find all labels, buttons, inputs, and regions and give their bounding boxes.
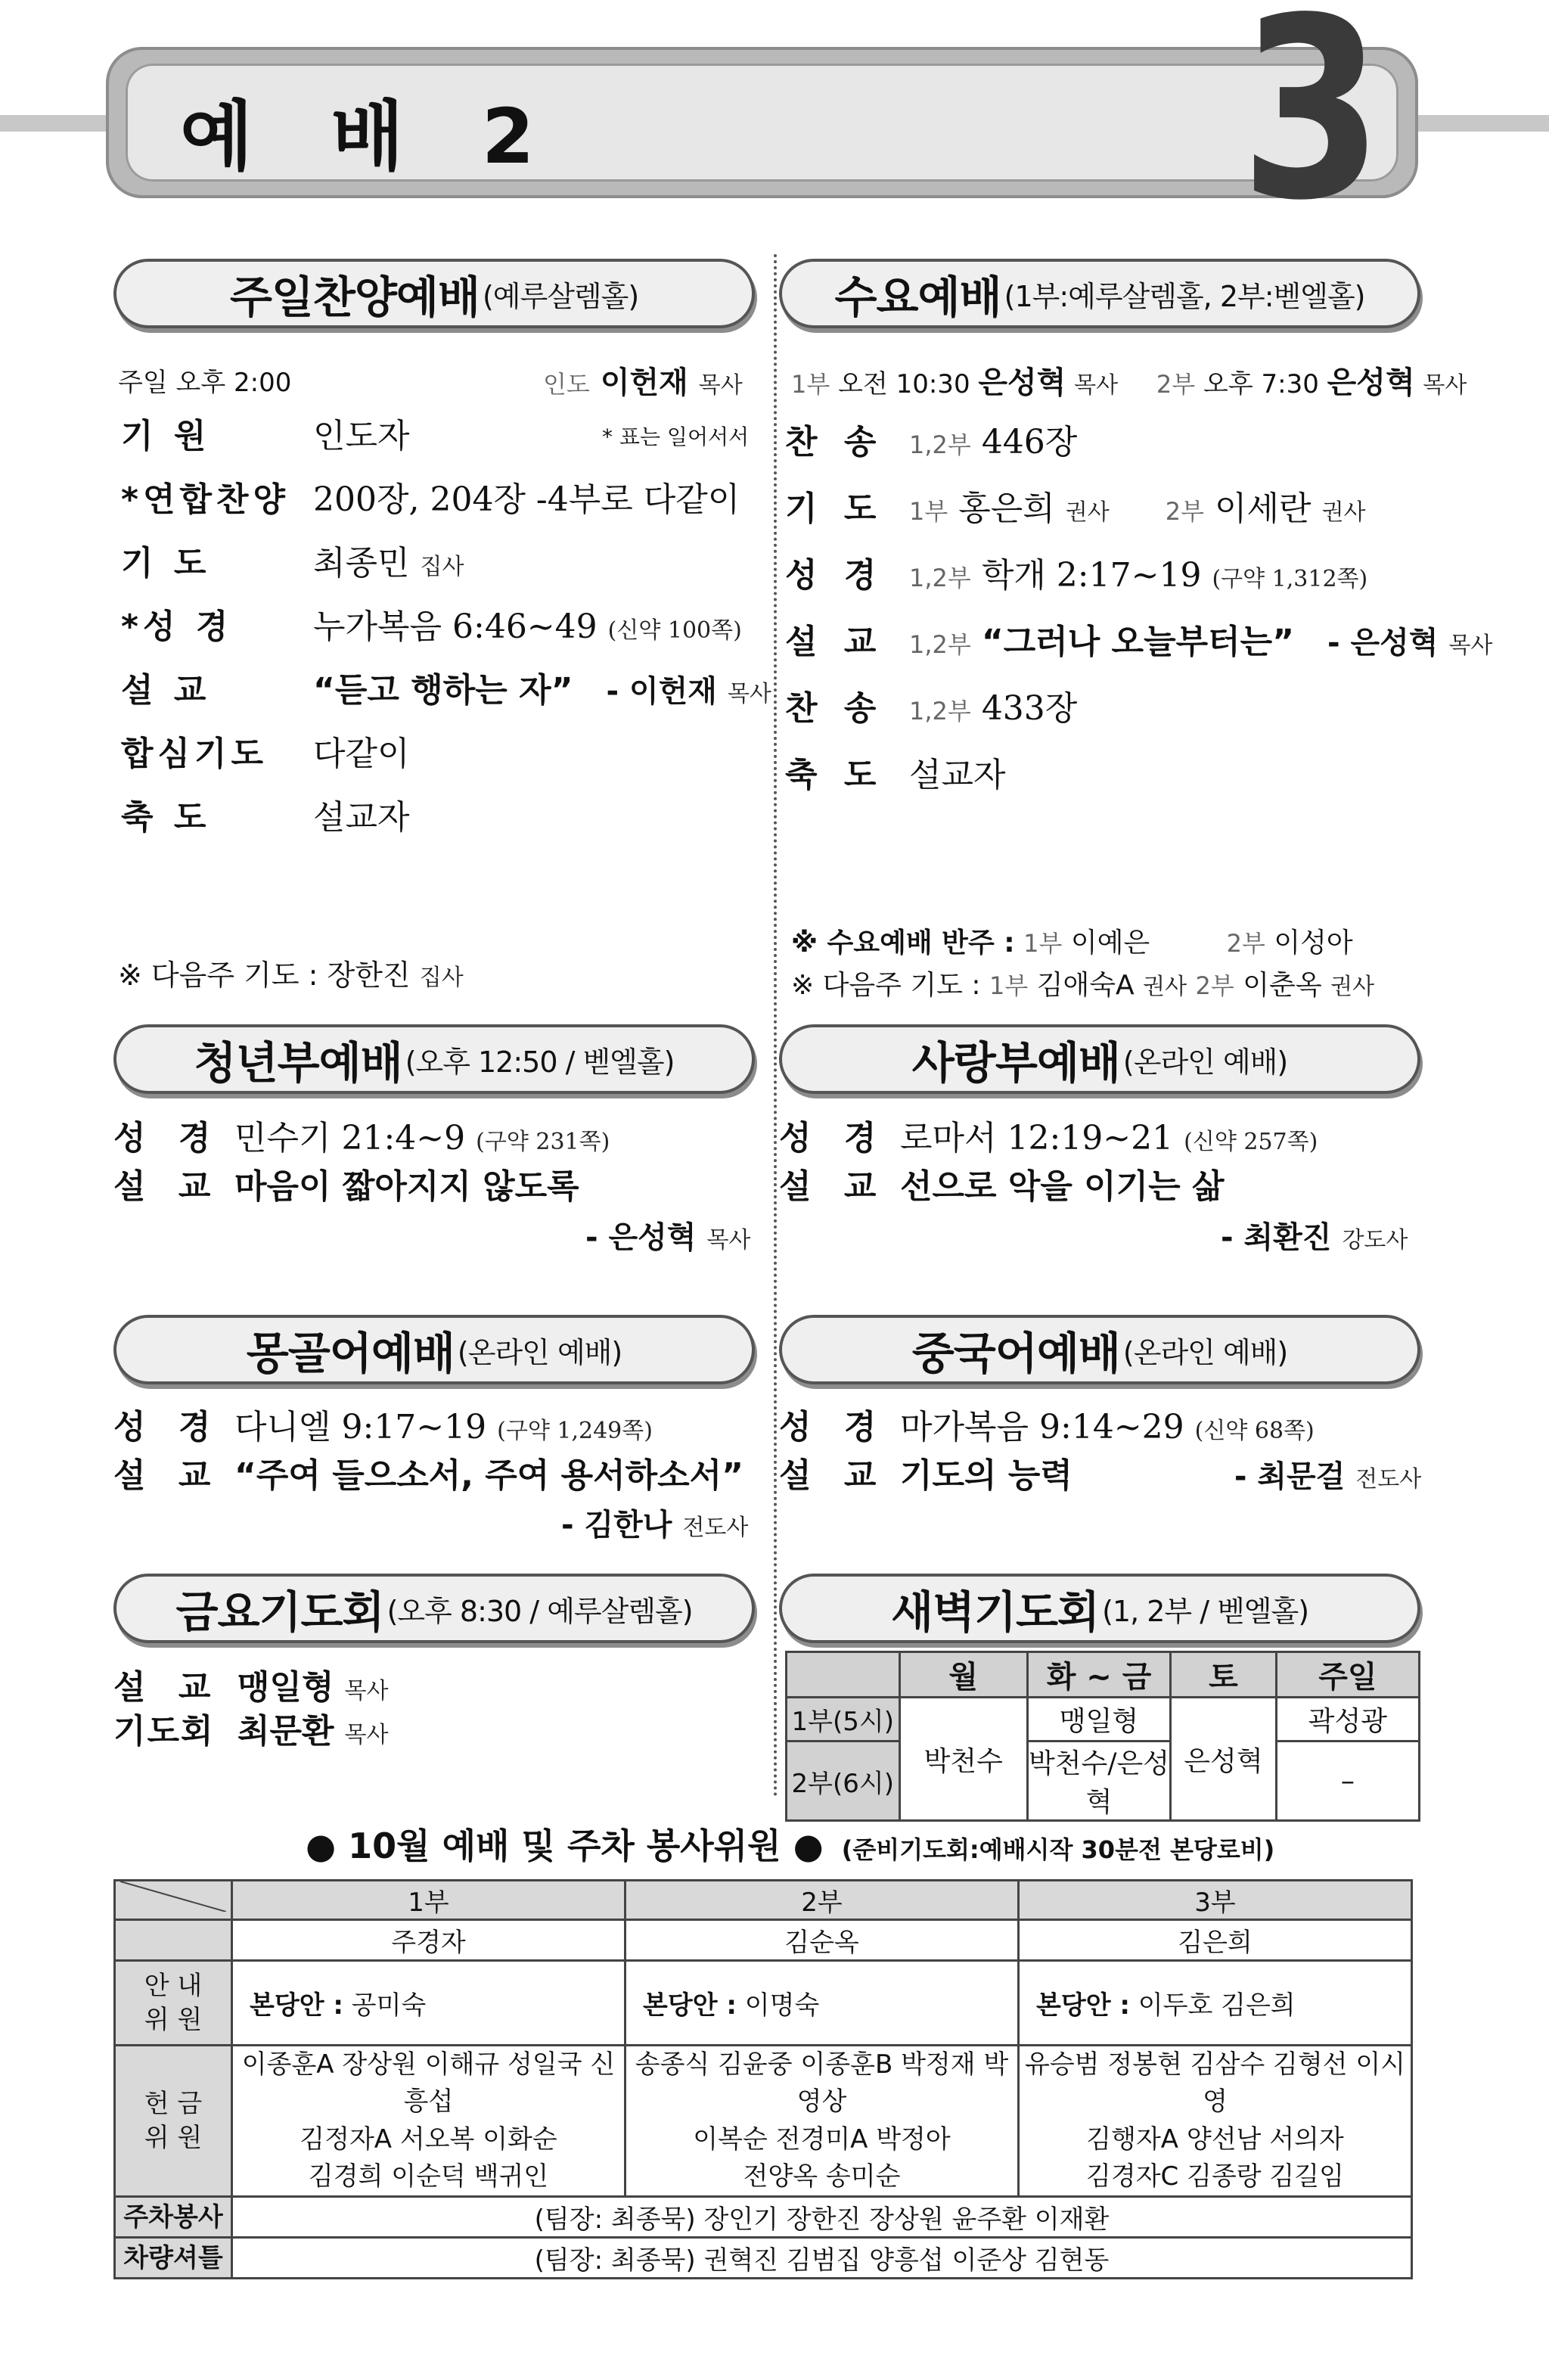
- love-scripture-label: 성 경: [779, 1119, 887, 1157]
- wednesday-item-ref: (구약 1,312쪽): [1212, 566, 1368, 592]
- dawn-cell: 곽성광: [1276, 1698, 1419, 1742]
- youth-scripture-label: 성 경: [113, 1119, 222, 1157]
- elder-cell: 주경자: [232, 1920, 625, 1961]
- offering-line: 김경희 이순덕 백귀인: [308, 2161, 549, 2192]
- dawn-col-header: 화 ~ 금: [1027, 1652, 1170, 1698]
- wednesday-item: [785, 548, 1367, 596]
- elder-row-header: [115, 1920, 232, 1961]
- offering-line: 김정자A 서오복 이화순: [300, 2124, 557, 2155]
- sunday-item-value: 인도자: [313, 417, 410, 455]
- friday-prayer-label: 기도회: [113, 1712, 215, 1751]
- sunday-next-prayer-text: ※ 다음주 기도 : 장한진: [118, 959, 411, 992]
- wednesday-item-tag: 1,2부: [909, 697, 971, 725]
- wednesday-preacher-role: 목사: [1448, 632, 1493, 659]
- friday-title: 금요기도회: [175, 1586, 384, 1638]
- service-header: 3부: [1019, 1881, 1412, 1920]
- sunday-item-label: 기 원: [121, 417, 211, 455]
- chinese-header: [779, 1315, 1420, 1384]
- offering-cell: [232, 2046, 625, 2197]
- wednesday-preacher: - 은성혁: [1327, 626, 1439, 660]
- offering-line: 김경자C 김종랑 김길임: [1086, 2161, 1344, 2192]
- wednesday-item-value: 446장: [981, 423, 1078, 461]
- wednesday-item: [785, 481, 1366, 530]
- chinese-sermon: [779, 1448, 1421, 1496]
- wednesday-accompanist: [791, 921, 1353, 960]
- love-preacher: [1221, 1213, 1408, 1257]
- accompanist-1: 이예은: [1070, 927, 1150, 959]
- dawn-cell: 박천수/은성혁: [1027, 1742, 1170, 1821]
- wednesday-item-label: 축 도: [785, 756, 884, 794]
- sunday-stand-note: * 표는 일어서서: [602, 424, 750, 449]
- mongol-venue: (온라인 예배): [457, 1335, 622, 1369]
- mongol-scripture-label: 성 경: [113, 1408, 222, 1446]
- offering-cell: [1019, 2046, 1412, 2197]
- sunday-item: [121, 409, 410, 457]
- youth-scripture-text: 민수기 21:4~9: [234, 1119, 466, 1157]
- love-header: [779, 1024, 1420, 1094]
- love-scripture: [779, 1111, 1318, 1159]
- mongol-preacher: [561, 1501, 748, 1544]
- wednesday-next1-role: 권사: [1143, 974, 1187, 1000]
- chinese-scripture-text: 마가복음 9:14~29: [900, 1408, 1184, 1446]
- sunday-item-label: 설 교: [121, 671, 211, 710]
- mongol-scripture: [113, 1400, 653, 1448]
- column-divider: [774, 254, 777, 1797]
- wednesday-item-tag: 1,2부: [909, 564, 971, 592]
- sunday-sermon-title: “듣고 행하는 자”: [313, 671, 573, 710]
- offering-line: 김행자A 양선남 서의자: [1086, 2124, 1344, 2155]
- sunday-preacher: - 이헌재: [606, 674, 717, 709]
- offering-row-header: 헌 금 위 원: [115, 2046, 232, 2197]
- offering-cell: [625, 2046, 1019, 2197]
- youth-sermon-title: 마음이 짧아지지 않도록: [234, 1167, 579, 1206]
- wednesday-item-value: 학개 2:17~19: [981, 556, 1202, 595]
- wednesday-time2-label: 2부: [1156, 370, 1196, 399]
- volunteers-title: ● 10월 예배 및 주차 봉사위원 ●: [306, 1825, 824, 1866]
- wednesday-time2: 오후 7:30: [1203, 369, 1319, 399]
- love-venue: (온라인 예배): [1122, 1045, 1288, 1079]
- wednesday-next2-tag: 2부: [1195, 971, 1234, 1000]
- wednesday-item-value2: 이세란: [1215, 489, 1312, 528]
- friday-prayer: [113, 1704, 388, 1752]
- sunday-item: [121, 472, 740, 520]
- offering-line: 유승범 정봉현 김삼수 김형선 이시영: [1024, 2049, 1406, 2117]
- wednesday-leader1-role: 목사: [1074, 372, 1119, 399]
- dawn-col-header: 주일: [1276, 1652, 1419, 1698]
- mongol-header: [113, 1315, 755, 1384]
- volunteers-heading: [306, 1819, 1274, 1869]
- wednesday-item-value: 433장: [981, 689, 1078, 728]
- dawn-row-header: 1부(5시): [787, 1698, 900, 1742]
- mongol-sermon-title: “주여 들으소서, 주여 용서하소서”: [234, 1456, 744, 1495]
- wednesday-leader1: 은성혁: [978, 365, 1066, 400]
- guide-cell: [625, 1961, 1019, 2046]
- sunday-item: [121, 726, 410, 775]
- sunday-time: 주일 오후 2:00: [118, 368, 292, 398]
- page-title: 예 배 2: [180, 92, 560, 181]
- wednesday-item-label: 찬 송: [785, 689, 884, 728]
- offering-line: 송종식 김윤중 이종훈B 박정재 박영상: [635, 2049, 1009, 2117]
- mongol-scripture-text: 다니엘 9:17~19: [234, 1408, 487, 1446]
- wednesday-next-label: ※ 다음주 기도 :: [791, 970, 981, 1001]
- youth-preacher-name: - 은성혁: [585, 1220, 697, 1255]
- sunday-item-value: 200장, 204장 -4부로 다같이: [313, 480, 740, 519]
- volunteers-corner-cell: [115, 1881, 232, 1920]
- guide-cell: [1019, 1961, 1412, 2046]
- friday-venue: (오후 8:30 / 예루살렘홀): [386, 1594, 693, 1628]
- wednesday-next2-role: 권사: [1330, 974, 1375, 1000]
- sunday-next-prayer: [118, 952, 464, 993]
- parking-cell: (팀장: 최종묵) 장인기 장한진 장상원 윤주환 이재환: [232, 2197, 1412, 2238]
- chinese-scripture: [779, 1400, 1315, 1448]
- shuttle-cell: (팀장: 최종묵) 권혁진 김범집 양흥섭 이준상 김현동: [232, 2238, 1412, 2279]
- mongol-title: 몽골어예배: [246, 1328, 455, 1379]
- dawn-cell: 박천수: [899, 1698, 1027, 1821]
- sunday-leader-role: 목사: [698, 372, 743, 399]
- friday-prayer-role: 목사: [344, 1722, 389, 1748]
- chinese-scripture-ref: (신약 68쪽): [1194, 1418, 1315, 1444]
- sunday-item-role: 집사: [420, 554, 464, 580]
- wednesday-times: [791, 359, 1467, 402]
- sunday-preacher-role: 목사: [727, 681, 771, 707]
- wednesday-item-role: 권사: [1065, 499, 1110, 526]
- dawn-venue: (1, 2부 / 벧엘홀): [1102, 1594, 1309, 1628]
- guide-prefix: 본당안 :: [643, 1990, 737, 2021]
- love-scripture-ref: (신약 257쪽): [1184, 1129, 1318, 1155]
- wednesday-item-label: 설 교: [785, 623, 884, 661]
- dawn-col-header: 토: [1171, 1652, 1277, 1698]
- sunday-item-label: 기 도: [121, 544, 211, 583]
- wednesday-item-value: 설교자: [909, 756, 1006, 794]
- wednesday-leader2-role: 목사: [1423, 372, 1467, 399]
- chinese-preacher-role: 전도사: [1355, 1466, 1422, 1493]
- sunday-item-label: *연합찬양: [121, 480, 290, 519]
- friday-sermon: [113, 1660, 388, 1708]
- youth-header: [113, 1024, 755, 1094]
- elder-cell: 김은희: [1019, 1920, 1412, 1961]
- chinese-sermon-title: 기도의 능력: [900, 1456, 1073, 1495]
- wednesday-item-tag: 1,2부: [909, 430, 971, 459]
- accompanist-1-tag: 1부: [1023, 929, 1063, 958]
- love-sermon-title: 선으로 악을 이기는 삶: [900, 1167, 1225, 1206]
- chinese-sermon-label: 설 교: [779, 1456, 887, 1495]
- sunday-item-label: 합심기도: [121, 735, 269, 773]
- sunday-header: [113, 259, 755, 328]
- guide-row-header: 안 내 위 원: [115, 1961, 232, 2046]
- sunday-leader-name: 이헌재: [600, 365, 688, 400]
- sunday-item: [121, 790, 410, 838]
- youth-preacher: [585, 1213, 750, 1257]
- sunday-leader: [543, 359, 743, 402]
- wednesday-item: [785, 747, 1006, 796]
- chinese-preacher-name: - 최문걸: [1234, 1459, 1346, 1494]
- sunday-item-label: *성 경: [121, 607, 233, 646]
- sunday-item-value: 다같이: [313, 735, 410, 773]
- friday-header: [113, 1574, 755, 1643]
- accompanist-label: ※ 수요예배 반주 :: [791, 927, 1015, 959]
- love-scripture-text: 로마서 12:19~21: [900, 1119, 1174, 1157]
- mongol-scripture-ref: (구약 1,249쪽): [497, 1418, 653, 1444]
- youth-preacher-role: 목사: [706, 1227, 751, 1254]
- service-header: 1부: [232, 1881, 625, 1920]
- dawn-corner-cell: [787, 1652, 900, 1698]
- parking-row-header: 주차봉사: [115, 2197, 232, 2238]
- wednesday-item: [785, 415, 1077, 463]
- youth-venue: (오후 12:50 / 벧엘홀): [405, 1045, 675, 1079]
- shuttle-row-header: 차량셔틀: [115, 2238, 232, 2279]
- sunday-leader-label: 인도: [543, 370, 590, 399]
- sunday-item: [121, 663, 771, 711]
- wednesday-item: [785, 614, 1492, 663]
- wednesday-item-role2: 권사: [1321, 499, 1366, 526]
- wednesday-time1-label: 1부: [791, 370, 830, 399]
- friday-sermon-name: 맹일형: [237, 1668, 334, 1707]
- wednesday-item-label: 찬 송: [785, 423, 884, 461]
- page-number: 3: [1240, 0, 1383, 255]
- wednesday-next1: 김애숙A: [1036, 970, 1135, 1001]
- mongol-preacher-name: - 김한나: [561, 1508, 672, 1543]
- wednesday-header: [779, 259, 1420, 328]
- love-preacher-name: - 최환진: [1221, 1220, 1332, 1255]
- dawn-cell: –: [1276, 1742, 1419, 1821]
- guide-names: 공미숙: [351, 1990, 427, 2021]
- dawn-title: 새벽기도회: [890, 1586, 1100, 1638]
- love-sermon-label: 설 교: [779, 1167, 887, 1206]
- mongol-sermon-label: 설 교: [113, 1456, 222, 1495]
- wednesday-item-label: 성 경: [785, 556, 884, 595]
- guide-cell: [232, 1961, 625, 2046]
- love-title: 사랑부예배: [911, 1037, 1120, 1089]
- guide-prefix: 본당안 :: [1036, 1990, 1130, 2021]
- guide-names: 이두호 김은희: [1138, 1990, 1296, 2021]
- youth-sermon-label: 설 교: [113, 1167, 222, 1206]
- dawn-col-header: 월: [899, 1652, 1027, 1698]
- mongol-sermon: [113, 1448, 743, 1496]
- volunteers-table: [113, 1879, 1413, 2279]
- elder-cell: 김순옥: [625, 1920, 1019, 1961]
- sunday-item-value: 설교자: [313, 798, 410, 837]
- guide-names: 이명숙: [744, 1990, 820, 2021]
- mongol-preacher-role: 전도사: [682, 1515, 749, 1541]
- wednesday-leader2: 은성혁: [1327, 365, 1415, 400]
- wednesday-venue: (1부:예루살렘홀, 2부:벧엘홀): [1004, 279, 1365, 313]
- offering-line: 이복순 전경미A 박정아: [693, 2124, 951, 2155]
- wednesday-sermon-title: “그러나 오늘부터는”: [981, 623, 1294, 661]
- sunday-item: [121, 536, 464, 584]
- friday-prayer-name: 최문환: [237, 1712, 334, 1751]
- sunday-item-value: 누가복음 6:46~49: [313, 607, 598, 646]
- guide-prefix: 본당안 :: [250, 1990, 343, 2021]
- service-header: 2부: [625, 1881, 1019, 1920]
- chinese-title: 중국어예배: [911, 1328, 1120, 1379]
- volunteers-note: (준비기도회:예배시작 30분전 본당로비): [841, 1835, 1275, 1864]
- dawn-row-header: 2부(6시): [787, 1742, 900, 1821]
- sunday-title: 주일찬양예배: [229, 272, 480, 323]
- offering-line: 전양옥 송미순: [743, 2161, 901, 2192]
- sunday-item-value: 최종민: [313, 544, 410, 583]
- sunday-venue: (예루살렘홀): [482, 279, 639, 313]
- chinese-scripture-label: 성 경: [779, 1408, 887, 1446]
- dawn-cell: 은성혁: [1171, 1698, 1277, 1821]
- wednesday-next-prayer: [791, 964, 1374, 1002]
- wednesday-next1-tag: 1부: [989, 971, 1029, 1000]
- wednesday-item-tag: 1,2부: [909, 630, 971, 659]
- wednesday-item-tag: 1부: [909, 497, 948, 526]
- sunday-item-label: 축 도: [121, 798, 211, 837]
- friday-sermon-role: 목사: [344, 1678, 389, 1704]
- youth-scripture: [113, 1111, 610, 1159]
- wednesday-title: 수요예배: [834, 272, 1001, 323]
- wednesday-next2: 이춘옥: [1243, 970, 1322, 1001]
- sunday-next-prayer-role: 집사: [419, 965, 464, 991]
- wednesday-item-label: 기 도: [785, 489, 884, 528]
- love-preacher-role: 강도사: [1342, 1227, 1408, 1254]
- diagonal-line-icon: [120, 1881, 226, 1912]
- chinese-venue: (온라인 예배): [1122, 1335, 1288, 1369]
- youth-title: 청년부예배: [194, 1037, 402, 1089]
- sunday-item: [121, 599, 742, 648]
- dawn-header: [779, 1574, 1420, 1643]
- youth-scripture-ref: (구약 231쪽): [476, 1129, 610, 1155]
- wednesday-time1: 오전 10:30: [838, 369, 970, 399]
- wednesday-item-tag2: 2부: [1165, 497, 1205, 526]
- accompanist-2: 이성아: [1274, 927, 1353, 959]
- love-sermon: [779, 1159, 1225, 1207]
- wednesday-item-value: 홍은희: [958, 489, 1055, 528]
- dawn-cell: 맹일형: [1027, 1698, 1170, 1742]
- youth-sermon: [113, 1159, 579, 1207]
- dawn-schedule-table: [785, 1651, 1420, 1822]
- offering-line: 이종훈A 장상원 이해규 성일국 신흥섭: [241, 2049, 616, 2117]
- accompanist-2-tag: 2부: [1226, 929, 1265, 958]
- sunday-item-ref: (신약 100쪽): [607, 617, 742, 644]
- wednesday-item: [785, 681, 1077, 729]
- friday-sermon-label: 설 교: [113, 1668, 222, 1707]
